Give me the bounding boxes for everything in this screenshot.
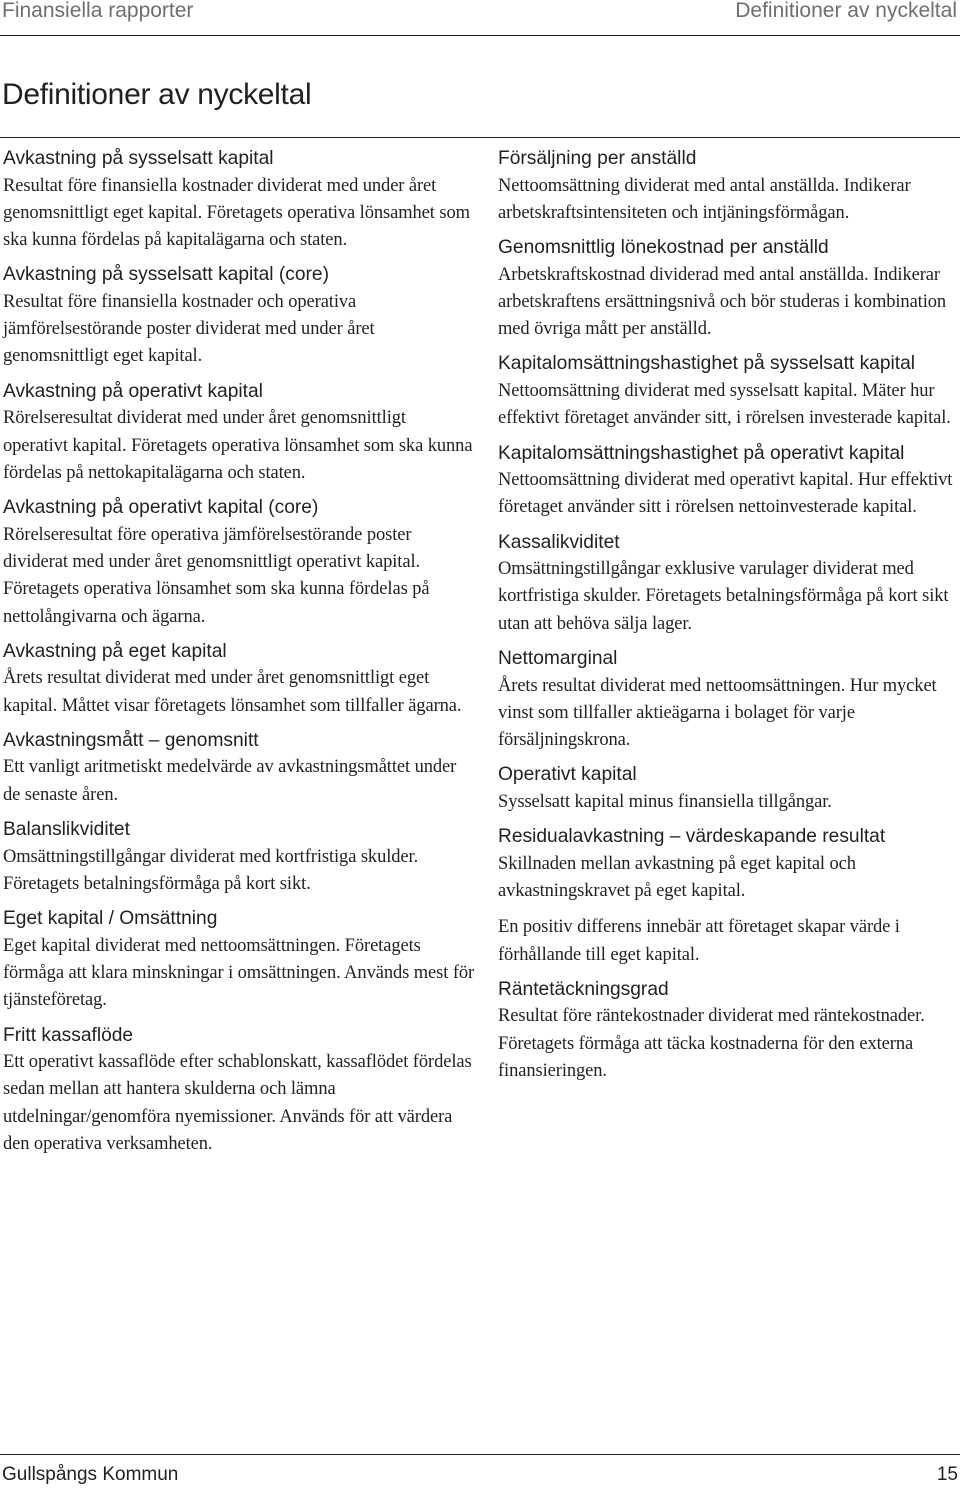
definition-text: Årets resultat dividerat med nettoomsättningen. Hur mycket vinst som tillfaller aktieägarna i bolaget för varje försäljningskrona. xyxy=(498,675,937,751)
header-chapter-title: Definitioner av nyckeltal xyxy=(735,0,957,22)
definition-text: Omsättningstillgångar dividerat med kortfristiga skulder. Företagets betalningsförmåga på kort sikt. xyxy=(3,846,419,894)
definition-text: Omsättningstillgångar exklusive varulager dividerat med kortfristiga skulder. Företagets betalningsförmåga på kort sikt utan att behöva sälja lager. xyxy=(498,559,949,634)
definition-text: Eget kapital dividerat med nettoomsättningen. Företagets förmåga att klara minskningar i omsättningen. Används mest för tjänsteföretag. xyxy=(3,935,475,1011)
definition-entry xyxy=(498,530,960,638)
definition-text: Resultat före finansiella kostnader och operativa jämförelsestörande poster dividerat med under året genomsnittligt eget kapital. xyxy=(3,291,375,367)
definition-term: Räntetäckningsgrad xyxy=(498,978,669,1000)
footer-rule xyxy=(0,1454,960,1455)
definition-term: Kapitalomsättningshastighet på sysselsatt kapital xyxy=(498,353,916,375)
footer-organization: Gullspångs Kommun xyxy=(2,1464,179,1485)
definition-term: Avkastning på eget kapital xyxy=(3,640,227,662)
page-footer xyxy=(0,1464,960,1490)
definition-term: Kassalikviditet xyxy=(498,531,620,553)
definition-text: Ett operativt kassaflöde efter schablonskatt, kassaflödet fördelas sedan mellan att hantera skulderna och lämna utdelningar/genomföra nyemissioner. Används för att värdera den operativa verksamheten. xyxy=(3,1052,472,1154)
definition-term: Försäljning per anställd xyxy=(498,148,697,169)
definition-entry xyxy=(3,906,475,1014)
definition-entry xyxy=(498,646,960,754)
definition-text: Nettoomsättning dividerat med sysselsatt kapital. Mäter hur effektivt företaget använder sitt, i rörelsen investerade kapital. xyxy=(498,380,951,429)
definition-entry xyxy=(498,762,960,816)
definition-text: Rörelseresultat före operativa jämförelsestörande poster dividerat med under året genomsnittligt operativt kapital. Företagets operativa lönsamhet som ska kunna fördelas på nettolångivarna och ägarna. xyxy=(3,524,430,627)
definition-term: Residualavkastning – värdeskapande resultat xyxy=(498,826,886,848)
definition-entry xyxy=(498,824,960,969)
definition-text: Arbetskraftskostnad dividerad med antal anställda. Indikerar arbetskraftens ersättningsnivå och bör studeras i kombination med övriga mått per anställd. xyxy=(498,264,947,340)
definition-term: Eget kapital / Omsättning xyxy=(3,908,218,930)
header-section-title: Finansiella rapporter xyxy=(2,0,194,22)
definition-text: Sysselsatt kapital minus finansiella tillgångar. xyxy=(498,791,832,812)
definition-entry xyxy=(3,639,475,720)
page-number: 15 xyxy=(936,1464,958,1485)
definition-entry xyxy=(3,146,475,254)
right-column xyxy=(498,146,960,1093)
definition-entry xyxy=(3,379,475,487)
definition-entry xyxy=(3,262,475,370)
definition-term: Fritt kassaflöde xyxy=(3,1024,134,1046)
definition-term: Avkastning på operativt kapital (core) xyxy=(3,497,319,519)
page-title: Definitioner av nyckeltal xyxy=(2,78,312,111)
definition-entry xyxy=(498,441,960,522)
definition-term: Avkastning på sysselsatt kapital xyxy=(3,148,274,169)
running-header xyxy=(0,0,960,24)
definition-entry xyxy=(498,977,960,1085)
definition-text: Resultat före finansiella kostnader dividerat med under året genomsnittligt eget kapital. Företagets operativa lönsamhet som ska kunna fördelas på kapitalägarna och staten. xyxy=(3,175,470,251)
definition-entry xyxy=(498,351,960,432)
definition-term: Genomsnittlig lönekostnad per anställd xyxy=(498,237,829,259)
definition-term: Kapitalomsättningshastighet på operativt kapital xyxy=(498,442,905,464)
definition-term: Balanslikviditet xyxy=(3,819,130,841)
header-rule xyxy=(0,35,960,36)
definition-term: Nettomarginal xyxy=(498,648,618,670)
definition-term: Avkastningsmått – genomsnitt xyxy=(3,729,259,751)
definition-text: Ett vanligt aritmetiskt medelvärde av avkastningsmåttet under de senaste åren. xyxy=(3,757,457,805)
definition-term: Avkastning på operativt kapital xyxy=(3,380,263,402)
definition-entry xyxy=(498,235,960,343)
definition-text: Rörelseresultat dividerat med under året genomsnittligt operativt kapital. Företagets operativa lönsamhet som ska kunna fördelas på nettokapitalägarna och staten. xyxy=(3,408,473,483)
definition-text: Resultat före räntekostnader dividerat med räntekostnader. Företagets förmåga att täcka kostnaderna för den externa finansieringen. xyxy=(498,1006,925,1082)
definition-term: Avkastning på sysselsatt kapital (core) xyxy=(3,264,329,286)
title-rule xyxy=(0,137,960,138)
definition-term: Operativt kapital xyxy=(498,764,637,786)
left-column xyxy=(3,146,475,1166)
definition-entry xyxy=(3,728,475,809)
definition-entry xyxy=(3,817,475,898)
definition-text: En positiv differens innebär att företaget skapar värde i förhållande till eget kapital. xyxy=(498,917,900,965)
definition-entry xyxy=(498,146,960,227)
definition-text: Årets resultat dividerat med under året genomsnittligt eget kapital. Måttet visar företagets lönsamhet som tillfaller ägarna. xyxy=(3,668,462,716)
definition-text: Nettoomsättning dividerat med antal anställda. Indikerar arbetskraftsintensiteten och intjäningsförmågan. xyxy=(498,175,911,223)
definition-text: Skillnaden mellan avkastning på eget kapital och avkastningskravet på eget kapital. xyxy=(498,853,856,902)
definition-entry xyxy=(3,495,475,631)
definition-text: Nettoomsättning dividerat med operativt kapital. Hur effektivt företaget använder sitt i rörelsen nettoinvesterade kapital. xyxy=(498,470,953,518)
definition-entry xyxy=(3,1023,475,1159)
